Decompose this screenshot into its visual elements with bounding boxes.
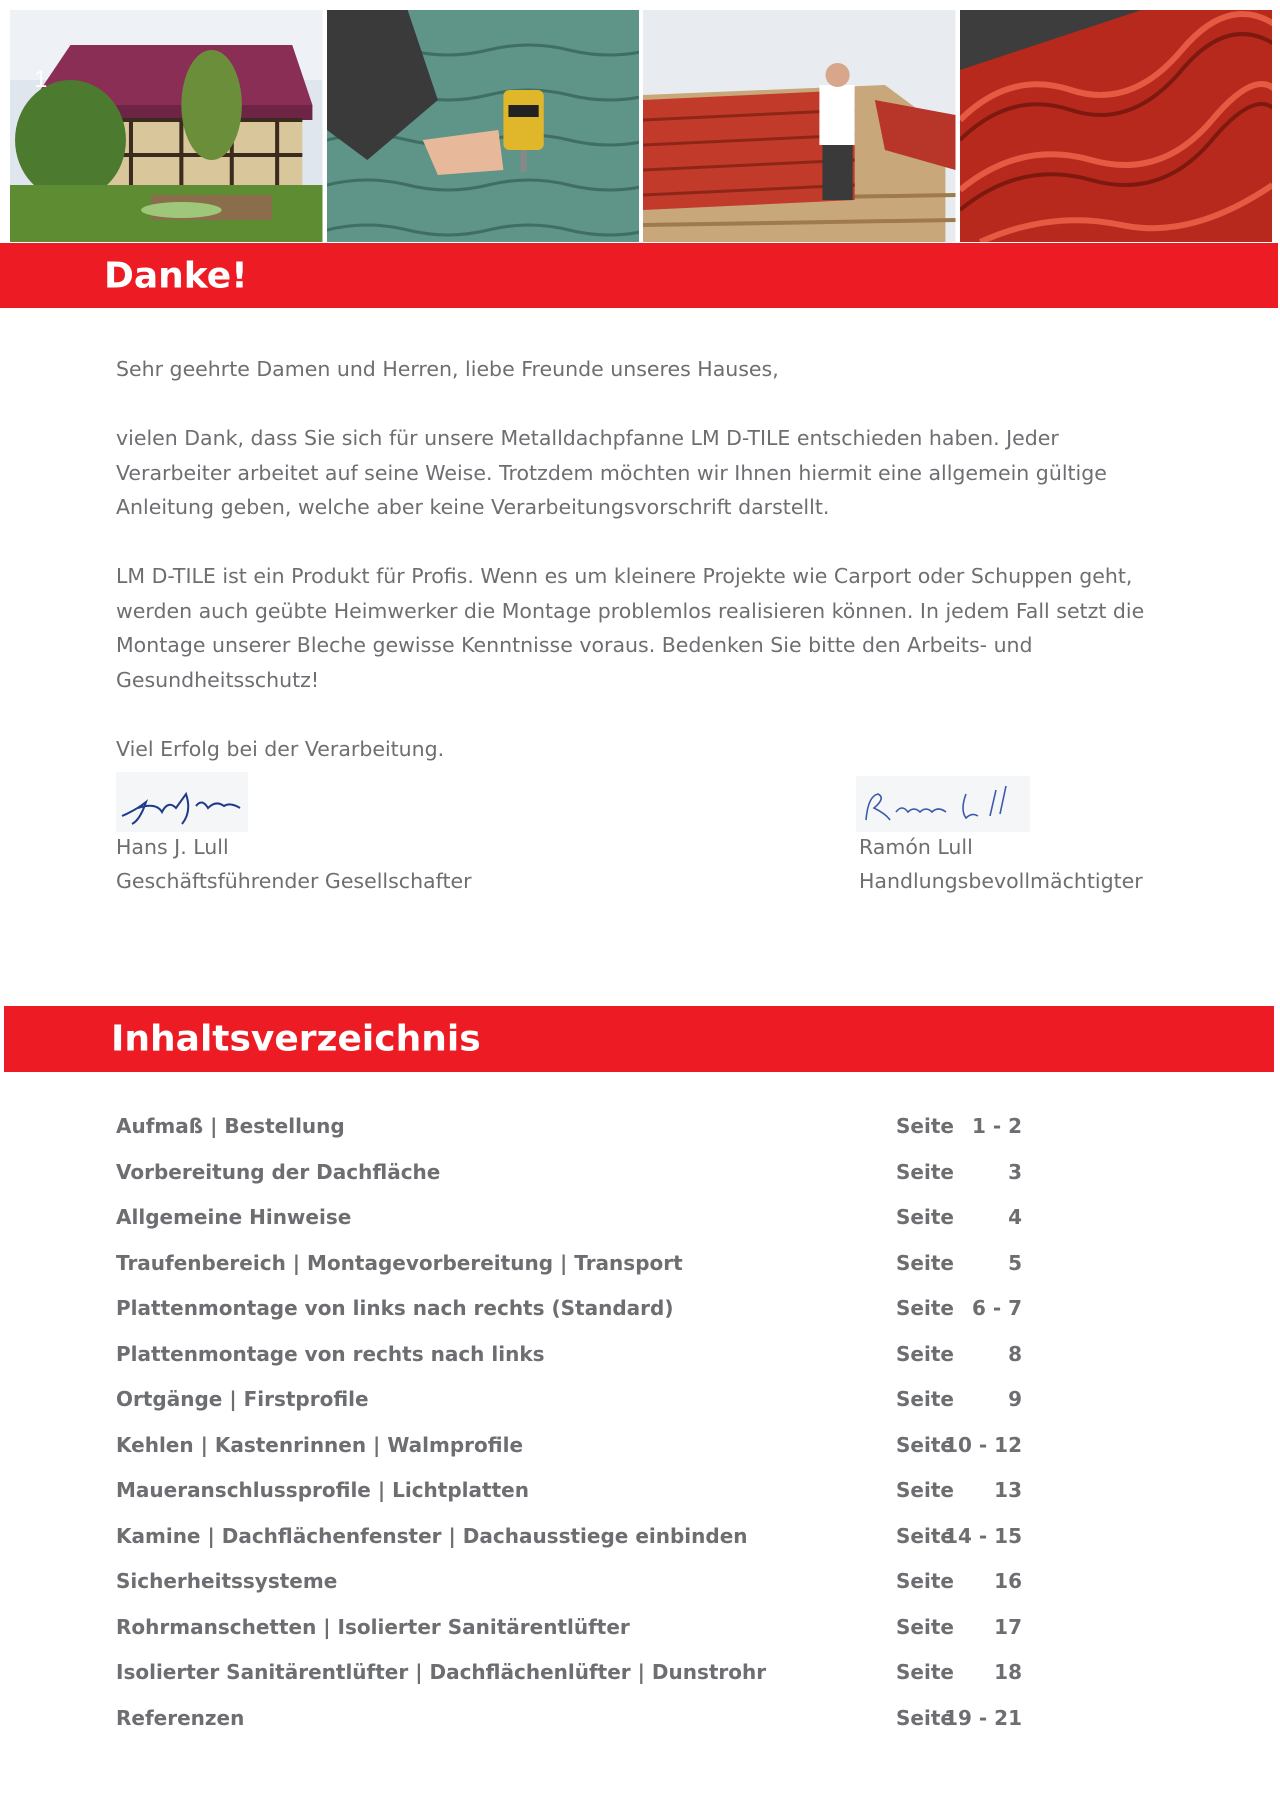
letter-closing: Viel Erfolg bei der Verarbeitung. [116, 736, 445, 761]
toc-entry-title: Referenzen [116, 1705, 245, 1730]
letter-greeting: Sehr geehrte Damen und Herren, liebe Freunde unseres Hauses, [116, 357, 779, 381]
toc-entry-title: Kehlen | Kastenrinnen | Walmprofile [116, 1432, 524, 1457]
toc-seite-label: Seite [896, 1296, 954, 1320]
toc-entry-title: Sicherheitssysteme [116, 1569, 338, 1593]
photo-roof-screwing [327, 10, 640, 242]
table-of-contents [116, 1108, 1036, 1745]
toc-entry-title: Traufenbereich | Montagevorbereitung | Transport [116, 1250, 683, 1275]
toc-entry[interactable] [116, 1518, 1036, 1564]
photo-tile-closeup [960, 10, 1273, 242]
signatory-role: Geschäftsführender Gesellschafter [116, 869, 472, 893]
toc-entry-pages: 19 - 21 [944, 1705, 1022, 1730]
page-number: 1 [34, 66, 48, 93]
letter-paragraph-2: LM D-TILE ist ein Produkt für Profis. Wenn es um kleinere Projekte wie Carport oder Schuppen geht, werden auch geübte Heimwerker die Montage problemlos realisieren können. In jedem Fall setzt die Montage unserer Bleche gewisse Kenntnisse voraus. Bedenken Sie bitte den Arbeits- und Gesundheitsschutz! [116, 564, 1145, 692]
toc-entry-pages: 6 - 7 [971, 1296, 1022, 1320]
danke-heading: Danke! [104, 255, 248, 296]
toc-entry[interactable] [116, 1609, 1036, 1655]
toc-seite-label: Seite [896, 1341, 954, 1366]
toc-heading: Inhaltsverzeichnis [111, 1018, 481, 1060]
toc-entry-pages: 17 [994, 1614, 1022, 1639]
photo-red-panel-install [643, 10, 956, 242]
toc-entry-title: Kamine | Dachflächenfenster | Dachausstiege einbinden [116, 1523, 748, 1548]
toc-seite-label: Seite [896, 1523, 954, 1548]
toc-entry[interactable] [116, 1472, 1036, 1518]
toc-entry-title: Ortgänge | Firstprofile [116, 1387, 369, 1411]
toc-seite-label: Seite [896, 1387, 954, 1411]
signature-hans-lull [116, 772, 248, 832]
letter-body [116, 352, 1196, 801]
toc-entry-pages: 1 - 2 [971, 1114, 1022, 1138]
toc-seite-label: Seite [896, 1159, 954, 1184]
signatory-name: Hans J. Lull [116, 835, 229, 859]
toc-seite-label: Seite [896, 1114, 954, 1138]
toc-entry-pages: 4 [1008, 1205, 1022, 1229]
toc-entry-title: Aufmaß | Bestellung [116, 1114, 345, 1138]
toc-entry-pages: 18 [994, 1660, 1022, 1684]
toc-entry[interactable] [116, 1427, 1036, 1473]
header-photo-strip [10, 10, 1272, 242]
toc-entry-title: Maueranschlussprofile | Lichtplatten [116, 1478, 529, 1502]
photo-timber-frame-house [10, 10, 323, 242]
toc-entry-title: Vorbereitung der Dachfläche [116, 1159, 441, 1184]
toc-entry-pages: 16 [994, 1569, 1022, 1593]
toc-entry[interactable] [116, 1700, 1036, 1746]
signatory-ramon [859, 830, 1143, 898]
toc-entry-title: Allgemeine Hinweise [116, 1205, 352, 1229]
toc-seite-label: Seite [896, 1205, 954, 1229]
signatory-hans [116, 830, 472, 898]
signatory-role: Handlungsbevollmächtigter [859, 869, 1143, 893]
toc-seite-label: Seite [896, 1614, 954, 1639]
toc-entry[interactable] [116, 1563, 1036, 1609]
toc-entry-title: Plattenmontage von rechts nach links [116, 1341, 545, 1366]
toc-entry-title: Rohrmanschetten | Isolierter Sanitärentlüfter [116, 1614, 630, 1639]
toc-entry[interactable] [116, 1108, 1036, 1154]
toc-entry-pages: 10 - 12 [944, 1432, 1022, 1457]
toc-seite-label: Seite [896, 1432, 954, 1457]
toc-entry[interactable] [116, 1154, 1036, 1200]
danke-heading-band [0, 243, 1278, 308]
toc-entry[interactable] [116, 1654, 1036, 1700]
toc-entry-pages: 13 [994, 1478, 1022, 1502]
toc-entry-pages: 14 - 15 [944, 1523, 1022, 1548]
signature-ramon-lull [856, 776, 1030, 832]
toc-seite-label: Seite [896, 1250, 954, 1275]
toc-entry[interactable] [116, 1245, 1036, 1291]
signatory-name: Ramón Lull [859, 835, 973, 859]
toc-seite-label: Seite [896, 1569, 954, 1593]
toc-entry[interactable] [116, 1336, 1036, 1382]
letter-paragraph-1: vielen Dank, dass Sie sich für unsere Metalldachpfanne LM D-TILE entschieden haben. Jeder Verarbeiter arbeitet auf seine Weise. Trotzdem möchten wir Ihnen hiermit eine allgemein gültige Anleitung geben, welche aber keine Verarbeitungsvorschrift darstellt. [116, 426, 1107, 519]
toc-seite-label: Seite [896, 1705, 954, 1730]
toc-entry-title: Plattenmontage von links nach rechts (Standard) [116, 1296, 674, 1320]
toc-entry[interactable] [116, 1290, 1036, 1336]
toc-seite-label: Seite [896, 1660, 954, 1684]
toc-entry[interactable] [116, 1381, 1036, 1427]
toc-entry[interactable] [116, 1199, 1036, 1245]
toc-entry-pages: 5 [1008, 1250, 1022, 1275]
toc-heading-band [4, 1006, 1274, 1072]
toc-entry-pages: 9 [1008, 1387, 1022, 1411]
toc-entry-pages: 3 [1008, 1159, 1022, 1184]
toc-entry-pages: 8 [1008, 1341, 1022, 1366]
toc-entry-title: Isolierter Sanitärentlüfter | Dachflächenlüfter | Dunstrohr [116, 1660, 767, 1684]
toc-seite-label: Seite [896, 1478, 954, 1502]
